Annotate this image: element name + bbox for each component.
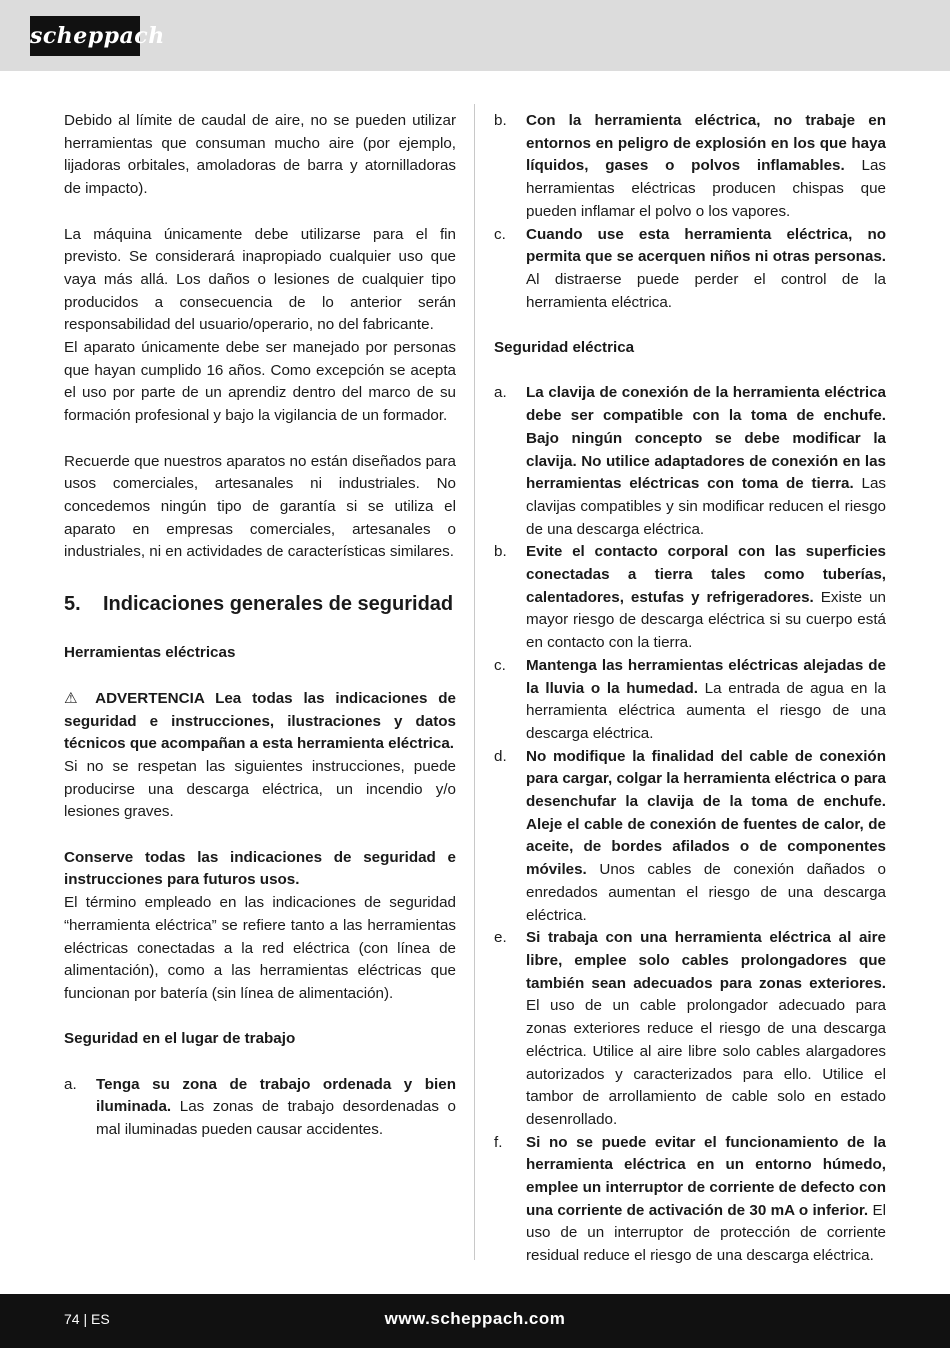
list-item-body: Las clavijas compatibles y sin modificar reducen el riesgo de una descarga eléctrica. (526, 475, 886, 538)
list-item-text (526, 224, 886, 315)
list-item-label: c. (494, 656, 506, 674)
list-item (494, 382, 886, 541)
paragraph-warranty: Recuerde que nuestros aparatos no están diseñados para usos comerciales, artesanales ni industriales. No concedemos ningún tipo de garantía si se utiliza el aparato en empresas comerciales, artesanales o industriales, ni en actividades de características similares. (64, 452, 456, 561)
list-item-label: d. (494, 747, 507, 765)
paragraph-intended-use: La máquina únicamente debe utilizarse para el fin previsto. Se considerará inapropiado cualquier uso que vaya más allá. Los daños o lesiones de cualquier tipo producidos a consecuencia de lo anterior serán responsabilidad del usuario/operario, no del fabricante. (64, 225, 456, 334)
list-item (494, 1132, 886, 1268)
subheading-power-tools: Herramientas eléctricas (64, 644, 236, 662)
scheppach-logo: scheppach (30, 16, 140, 56)
list-item-body: El uso de un interruptor de protección de corriente residual reduce el riesgo de una descarga eléctrica. (526, 1201, 886, 1265)
list-item-body: La entrada de agua en la herramienta eléctrica aumenta el riesgo de una descarga eléctrica. (526, 679, 886, 742)
footer-band (0, 1294, 950, 1348)
list-item-bold: Si trabaja con una herramienta eléctrica al aire libre, emplee solo cables prolongadores que también sean adecuados para zonas exteriores. (526, 929, 886, 992)
list-item-label: e. (494, 929, 507, 947)
list-item-text (526, 541, 886, 655)
paragraph-air-limit: Debido al límite de caudal de aire, no se pueden utilizar herramientas que consuman mucho aire (por ejemplo, lijadoras orbitales, amoladoras de barra y atornilladoras de impacto). (64, 112, 456, 198)
list-item-body: El uso de un cable prolongador adecuado para zonas exteriores reduce el riesgo de una descarga eléctrica. Utilice al aire libre solo cables alargadores autorizados y caracterizados para ello. Utilice el tambor de arrollamiento de cable solo en estado desenrollado. (526, 997, 886, 1128)
list-item-body: Al distraerse puede perder el control de la herramienta eléctrica. (526, 270, 886, 311)
list-item (494, 655, 886, 746)
list-item-label: a. (64, 1075, 77, 1093)
list-item-bold: Si no se puede evitar el funcionamiento de la herramienta eléctrica en un entorno húmedo, emplee un interruptor de corriente de defecto con una corriente de activación de 30 mA o inferior. (526, 1133, 886, 1219)
page-number-language: 74 | ES (64, 1311, 110, 1327)
paragraph-operator-age: El aparato únicamente debe ser manejado por personas que hayan cumplido 16 años. Como excepción se acepta el uso por parte de un aprendiz dentro del marco de su formación profesional y bajo la vigilancia de un formador. (64, 339, 456, 425)
section-number: 5. (64, 592, 81, 615)
list-item-text (526, 110, 886, 224)
list-item (494, 224, 886, 315)
warning-triangle-icon: ⚠ (64, 689, 85, 707)
header-band (0, 0, 950, 71)
subheading-electrical-safety: Seguridad eléctrica (494, 339, 635, 357)
section-title: Indicaciones generales de seguridad (103, 592, 454, 615)
list-item-bold: No modifique la finalidad del cable de conexión para cargar, colgar la herramienta eléctrica o para desenchufar la clavija de la toma de enchufe. Aleje el cable de conexión de fuentes de calor, de aceite, de bordes afilados o de componentes móviles. (526, 747, 886, 879)
list-item (494, 110, 886, 224)
warning-bold-text: ADVERTENCIA Lea todas las indicaciones de seguridad e instrucciones, ilustraciones y datos técnicos que acompañan a esta herramienta eléctrica. (64, 689, 456, 753)
list-item-bold: Evite el contacto corporal con las superficies conectadas a tierra tales como tuberías, calentadores, estufas y refrigeradores. (526, 543, 886, 606)
section-heading (64, 593, 456, 616)
website-link[interactable]: www.scheppach.com (384, 1309, 566, 1328)
list-item-bold: La clavija de conexión de la herramienta eléctrica debe ser compatible con la toma de enchufe. Bajo ningún concepto se debe modificar la clavija. No utilice adaptadores de conexión en las herramientas eléctricas con toma de tierra. (526, 384, 886, 493)
list-item-text (526, 1132, 886, 1268)
keep-instructions-text: El término empleado en las indicaciones de seguridad “herramienta eléctrica” se refiere tanto a las herramientas eléctricas conectadas a la red eléctrica (con línea de alimentación), como a las herramientas eléctricas que funcionan por batería (sin línea de alimentación). (64, 894, 456, 1002)
column-divider (474, 104, 475, 1260)
list-item-bold: Tenga su zona de trabajo ordenada y bien iluminada. (96, 1075, 456, 1116)
list-item (64, 1074, 456, 1142)
list-item (494, 541, 886, 655)
list-item (494, 746, 886, 928)
keep-instructions-bold: Conserve todas las indicaciones de seguridad e instrucciones para futuros usos. (64, 848, 456, 889)
list-item-body: Unos cables de conexión dañados o enredados aumentan el riesgo de una descarga eléctrica. (526, 861, 886, 924)
right-column (494, 110, 886, 1268)
list-item-body: Las zonas de trabajo desordenadas o mal iluminadas pueden causar accidentes. (96, 1098, 456, 1139)
list-item-label: a. (494, 384, 507, 402)
list-item-text (96, 1074, 456, 1142)
list-item-bold: Cuando use esta herramienta eléctrica, no permita que se acerquen niños ni otras personas. (526, 225, 886, 266)
list-item-label: b. (494, 112, 507, 129)
subheading-workplace-safety: Seguridad en el lugar de trabajo (64, 1030, 296, 1048)
list-item-text (526, 746, 886, 928)
list-item-bold: Mantenga las herramientas eléctricas alejadas de la lluvia o la humedad. (526, 656, 886, 697)
warning-paragraph (64, 688, 456, 756)
list-item-body: Las herramientas eléctricas producen chispas que pueden inflamar el polvo o los vapores. (526, 157, 886, 220)
list-item-label: c. (494, 225, 506, 243)
list-item-body: Existe un mayor riesgo de descarga eléctrica si su cuerpo está en contacto con la tierra. (526, 588, 886, 652)
list-item-text (526, 927, 886, 1131)
list-item-label: b. (494, 543, 507, 561)
list-item (494, 927, 886, 1131)
left-column (64, 110, 456, 1142)
list-item-text (526, 382, 886, 541)
list-item-text (526, 655, 886, 746)
list-item-bold: Con la herramienta eléctrica, no trabaje en entornos en peligro de explosión en los que haya líquidos, gases o polvos inflamables. (526, 112, 886, 175)
warning-consequence: Si no se respetan las siguientes instrucciones, puede producirse una descarga eléctrica, un incendio y/o lesiones graves. (64, 757, 456, 821)
list-item-label: f. (494, 1133, 503, 1151)
